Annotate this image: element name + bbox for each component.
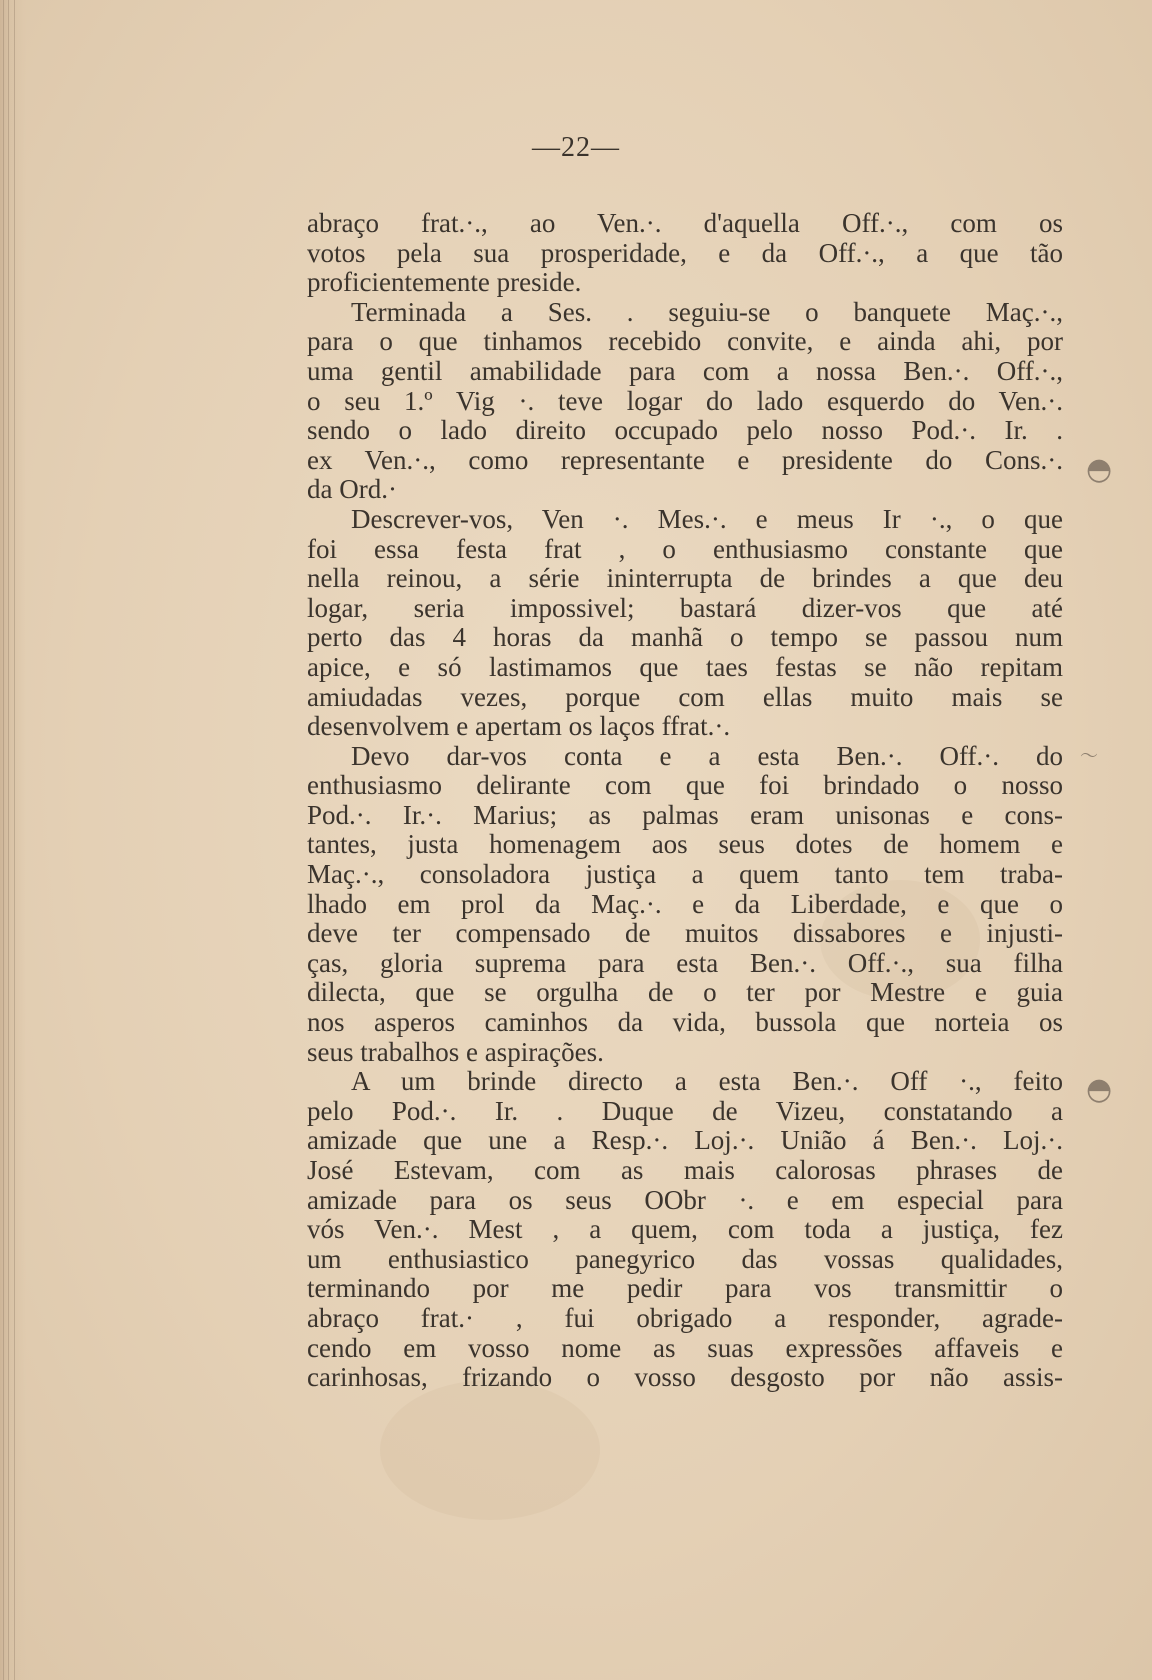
text-line: enthusiasmo delirante com que foi brindado o nosso (307, 770, 1063, 801)
paper-stain (380, 1380, 600, 1520)
text-line: vós Ven.·. Mest , a quem, com toda a justiça, fez (307, 1214, 1063, 1245)
text-line: dilecta, que se orgulha de o ter por Mestre e guia (307, 977, 1063, 1008)
text-line: tantes, justa homenagem aos seus dotes de homem e (307, 829, 1063, 860)
text-line: votos pela sua prosperidade, e da Off.·., a que tão (307, 237, 1063, 268)
text-line: desenvolvem e apertam os laços ffrat.·. (307, 711, 731, 742)
text-line: carinhosas, frizando o vosso desgosto por não assis- (307, 1362, 1063, 1393)
text-line: Pod.·. Ir.·. Marius; as palmas eram unisonas e cons- (307, 799, 1063, 830)
text-line: abraço frat.·., ao Ven.·. d'aquella Off.·., com os (307, 208, 1063, 238)
text-line: terminando por me pedir para vos transmittir o (307, 1273, 1063, 1304)
text-line: sendo o lado direito occupado pelo nosso Pod.·. Ir. . (307, 415, 1063, 446)
text-line: um enthusiastico panegyrico das vossas qualidades, (307, 1243, 1063, 1274)
text-line: amizade para os seus OObr ·. e em especial para (307, 1184, 1063, 1215)
text-line: o seu 1.º Vig ·. teve logar do lado esquerdo do Ven.·. (307, 385, 1063, 416)
text-line: foi essa festa frat , o enthusiasmo constante que (307, 533, 1063, 564)
text-line: nos asperos caminhos da vida, bussola que norteia os (307, 1007, 1063, 1038)
body-text (307, 209, 1063, 1393)
text-line: nella reinou, a série ininterrupta de brindes a que deu (307, 563, 1063, 594)
text-line: amizade que une a Resp.·. Loj.·. União á Ben.·. Loj.·. (307, 1125, 1063, 1156)
text-line: Descrever-vos, Ven ·. Mes.·. e meus Ir ·., o que (351, 503, 1063, 534)
text-line: seus trabalhos e aspirações. (307, 1036, 604, 1067)
text-line: Devo dar-vos conta e a esta Ben.·. Off.·. do (351, 740, 1063, 771)
text-line: lhado em prol da Maç.·. e da Liberdade, e que o (307, 888, 1063, 919)
text-line: amiudadas vezes, porque com ellas muito mais se (307, 681, 1063, 712)
text-line: pelo Pod.·. Ir. . Duque de Vizeu, constatando a (307, 1095, 1063, 1126)
page-number: —22— (532, 132, 620, 163)
ink-blot-icon: ◓ (1086, 1072, 1113, 1107)
text-line: logar, seria impossivel; bastará dizer-vos que até (307, 592, 1063, 623)
text-line: proficientemente preside. (307, 267, 582, 298)
text-line: da Ord.· (307, 474, 397, 505)
text-line: apice, e só lastimamos que taes festas se não repitam (307, 651, 1063, 682)
text-line: A um brinde directo a esta Ben.·. Off ·., feito (351, 1066, 1063, 1097)
text-line: ças, gloria suprema para esta Ben.·. Off.·., sua filha (307, 947, 1063, 978)
ink-scratch-icon: ～ (1080, 746, 1098, 767)
text-line: perto das 4 horas da manhã o tempo se passou num (307, 622, 1063, 653)
text-line: uma gentil amabilidade para com a nossa Ben.·. Off.·., (307, 355, 1063, 386)
binding-line (3, 0, 4, 1680)
text-line: ex Ven.·., como representante e presidente do Cons.·. (307, 444, 1063, 475)
text-line: Maç.·., consoladora justiça a quem tanto tem traba- (307, 859, 1063, 890)
text-line: para o que tinhamos recebido convite, e ainda ahi, por (307, 326, 1063, 357)
binding-line (8, 0, 9, 1680)
text-line: José Estevam, com as mais calorosas phrases de (307, 1155, 1063, 1185)
text-line: Terminada a Ses. . seguiu-se o banquete Maç.·., (351, 296, 1063, 327)
text-line: cendo em vosso nome as suas expressões affaveis e (307, 1332, 1063, 1363)
text-line: abraço frat.· , fui obrigado a responder, agrade- (307, 1302, 1063, 1333)
ink-blot-icon: ◓ (1086, 452, 1113, 487)
text-line: deve ter compensado de muitos dissabores e injusti- (307, 918, 1063, 949)
binding-line (14, 0, 15, 1680)
